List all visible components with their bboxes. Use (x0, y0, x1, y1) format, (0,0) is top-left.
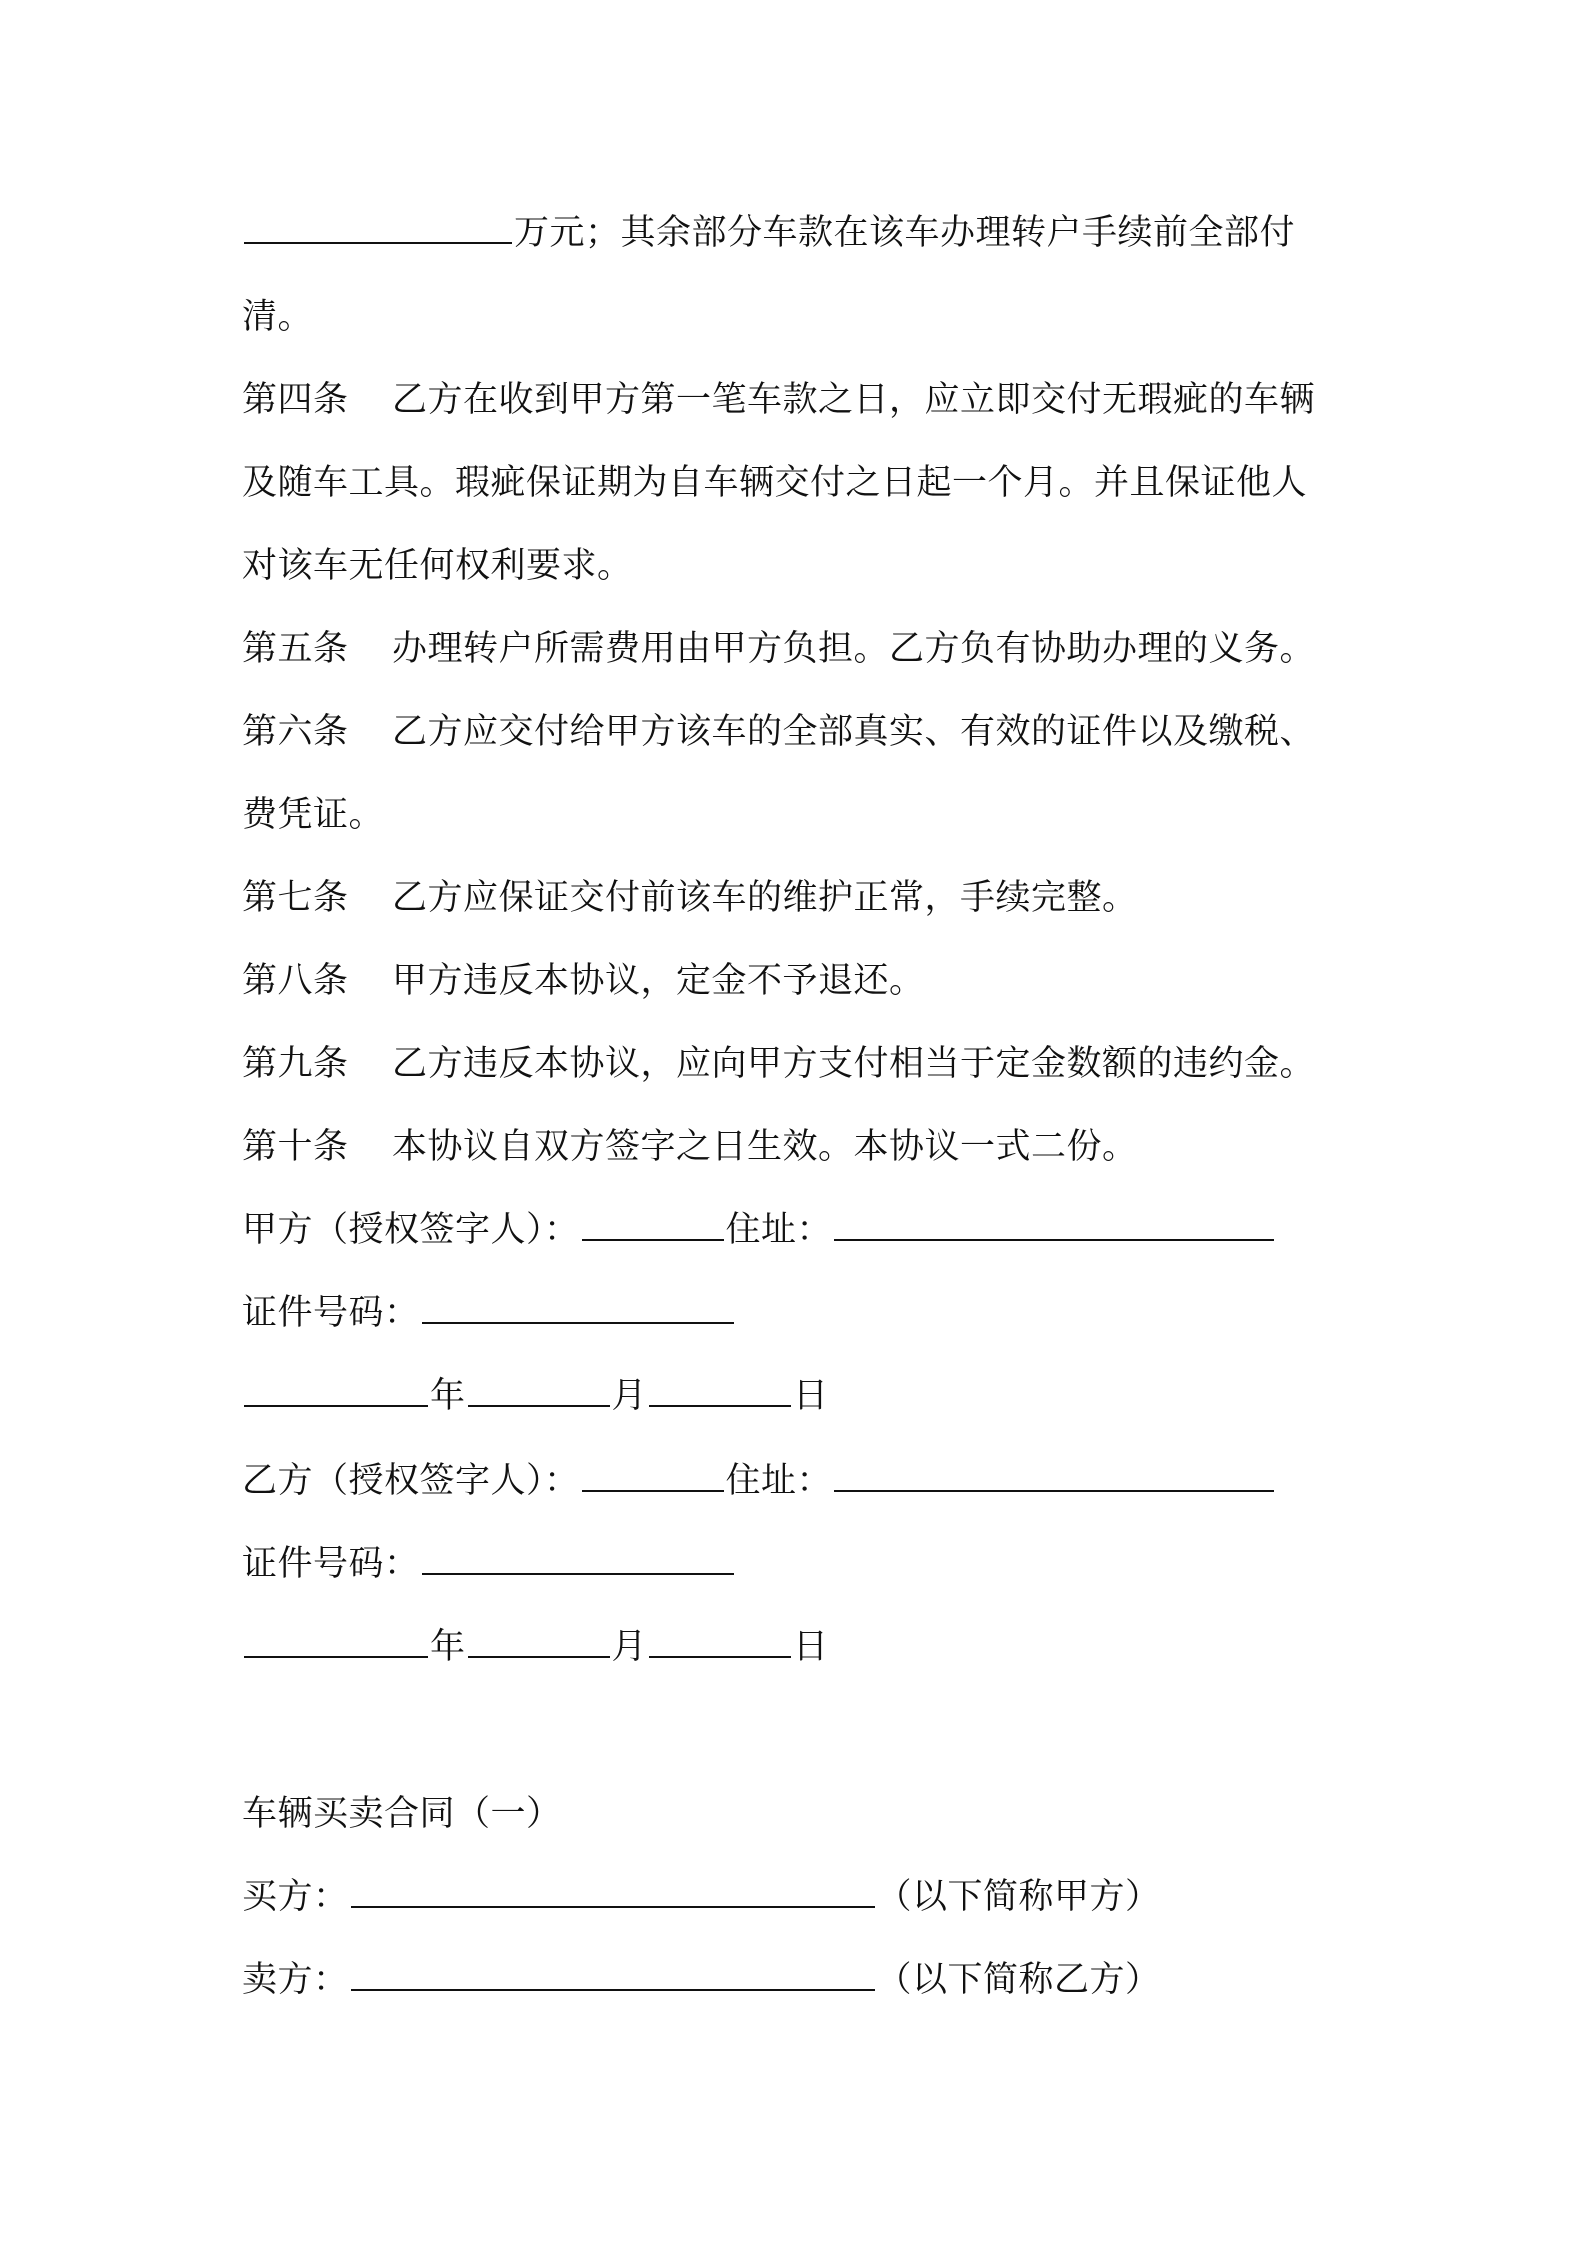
article-4-line-2 (242, 460, 1362, 506)
article-8-label: 第八条 (242, 961, 349, 1001)
party-a-day-blank[interactable] (649, 1375, 791, 1407)
party-b-signer-label: 乙方（授权签字人）： (242, 1461, 580, 1501)
party-a-id-blank[interactable] (422, 1292, 734, 1324)
article-7 (242, 875, 1362, 921)
article-9 (242, 1041, 1362, 1087)
article-6-line-2 (242, 792, 1362, 838)
article-5-label: 第五条 (242, 629, 349, 669)
article-4-line-1 (242, 377, 1362, 423)
article-7-label: 第七条 (242, 878, 349, 918)
article-4-label: 第四条 (242, 380, 349, 420)
party-a-signer-line (242, 1207, 1362, 1253)
article-10-label: 第十条 (242, 1127, 349, 1167)
party-b-month-label: 月 (611, 1627, 648, 1667)
party-b-id-label: 证件号码： (242, 1544, 420, 1584)
party-b-year-blank[interactable] (244, 1626, 428, 1658)
party-b-year-label: 年 (430, 1627, 466, 1667)
buyer-label: 买方： (242, 1877, 349, 1917)
payment-line-cont (242, 294, 1362, 340)
contract-title (242, 1791, 1362, 1837)
party-b-day-label: 日 (793, 1627, 829, 1667)
party-a-address-blank[interactable] (834, 1209, 1274, 1241)
article-8-text: 甲方违反本协议，定金不予退还。 (392, 961, 925, 1001)
payment-text: 万元；其余部分车款在该车办理转户手续前全部付 (514, 213, 1296, 253)
article-7-text: 乙方应保证交付前该车的维护正常，手续完整。 (392, 878, 1138, 918)
party-a-address-label: 住址： (725, 1210, 833, 1250)
buyer-suffix: （以下简称甲方） (876, 1877, 1161, 1917)
party-b-date-line (242, 1624, 1362, 1670)
party-a-year-blank[interactable] (244, 1375, 428, 1407)
party-b-address-blank[interactable] (834, 1460, 1274, 1492)
party-b-day-blank[interactable] (649, 1626, 791, 1658)
party-b-id-line (242, 1541, 1362, 1587)
article-4-line-3 (242, 543, 1362, 589)
party-b-id-blank[interactable] (422, 1543, 734, 1575)
party-a-id-line (242, 1290, 1362, 1336)
article-4-text-2: 及随车工具。瑕疵保证期为自车辆交付之日起一个月。并且保证他人 (242, 463, 1308, 503)
article-6-text-2: 费凭证。 (242, 795, 385, 835)
party-a-signer-blank[interactable] (582, 1209, 724, 1241)
article-10 (242, 1124, 1362, 1170)
article-4-text-1: 乙方在收到甲方第一笔车款之日，应立即交付无瑕疵的车辆 (392, 380, 1316, 420)
party-b-address-label: 住址： (725, 1461, 833, 1501)
party-a-date-line (242, 1373, 1362, 1419)
article-6-text-1: 乙方应交付给甲方该车的全部真实、有效的证件以及缴税、 (392, 712, 1316, 752)
article-4-text-3: 对该车无任何权利要求。 (242, 546, 633, 586)
article-5-text: 办理转户所需费用由甲方负担。乙方负有协助办理的义务。 (392, 629, 1316, 669)
amount-blank[interactable] (244, 212, 512, 244)
article-5 (242, 626, 1362, 672)
contract-title-text: 车辆买卖合同（一） (242, 1794, 562, 1834)
seller-blank[interactable] (351, 1959, 875, 1991)
party-a-signer-label: 甲方（授权签字人）： (242, 1210, 580, 1250)
article-9-text: 乙方违反本协议，应向甲方支付相当于定金数额的违约金。 (392, 1044, 1316, 1084)
buyer-line (242, 1874, 1362, 1920)
seller-suffix: （以下简称乙方） (876, 1960, 1161, 2000)
seller-line (242, 1957, 1362, 2003)
party-b-signer-line (242, 1458, 1362, 1504)
article-6-label: 第六条 (242, 712, 349, 752)
article-10-text: 本协议自双方签字之日生效。本协议一式二份。 (392, 1127, 1138, 1167)
party-a-day-label: 日 (793, 1376, 829, 1416)
party-a-year-label: 年 (430, 1376, 466, 1416)
payment-line (242, 210, 1362, 256)
party-a-month-label: 月 (611, 1376, 648, 1416)
party-a-id-label: 证件号码： (242, 1293, 420, 1333)
payment-text-cont: 清。 (242, 297, 314, 337)
seller-label: 卖方： (242, 1960, 349, 2000)
party-a-month-blank[interactable] (468, 1375, 610, 1407)
article-9-label: 第九条 (242, 1044, 349, 1084)
party-b-signer-blank[interactable] (582, 1460, 724, 1492)
article-6-line-1 (242, 709, 1362, 755)
party-b-month-blank[interactable] (468, 1626, 610, 1658)
buyer-blank[interactable] (351, 1876, 875, 1908)
article-8 (242, 958, 1362, 1004)
